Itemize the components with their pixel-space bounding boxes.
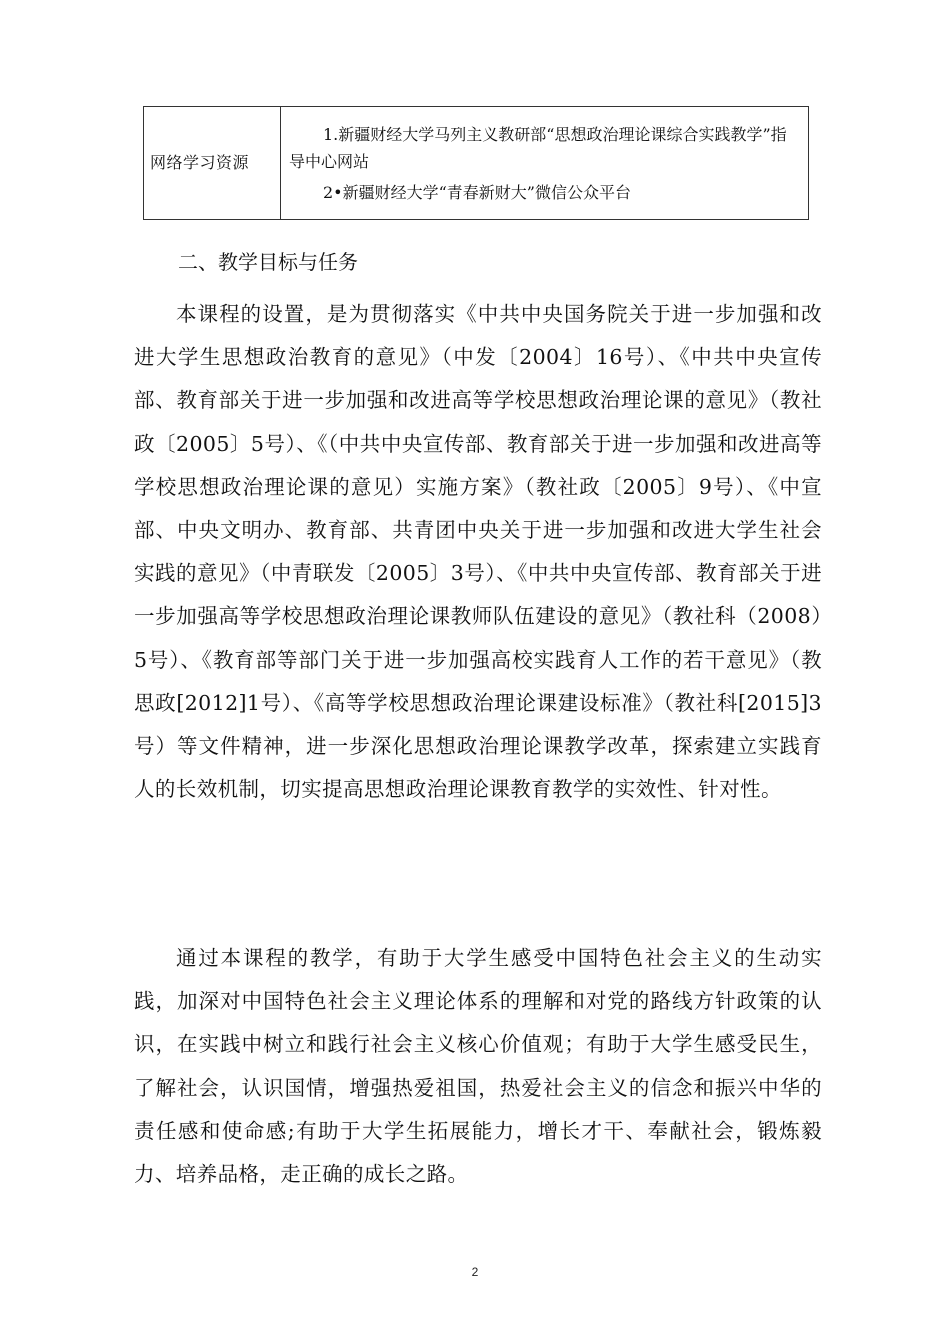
section-heading: 二、教学目标与任务 [178, 250, 358, 274]
resource-item-website: 1.新疆财经大学马列主义教研部“思想政治理论课综合实践教学”指导中心网站 [289, 124, 787, 171]
resource-item-wechat: 2•新疆财经大学“青春新财大”微信公众平台 [323, 182, 631, 202]
resources-table [143, 106, 809, 220]
resources-content-cell [281, 107, 809, 220]
resources-label-cell [144, 107, 281, 220]
resources-row [144, 107, 809, 220]
page-number: 2 [471, 1265, 479, 1279]
paragraph-course-benefits: 通过本课程的教学，有助于大学生感受中国特色社会主义的生动实践，加深对中国特色社会主义理论体系的理解和对党的路线方针政策的认识，在实践中树立和践行社会主义核心价值观；有助于大学生感受民生，了解社会，认识国情，增强热爱祖国，热爱社会主义的信念和振兴中华的责任感和使命感;有助于大学生拓展能力，增长才干、奉献社会，锻炼毅力、培养品格，走正确的成长之路。 [134, 946, 822, 1187]
resources-label: 网络学习资源 [150, 153, 250, 172]
paragraph-course-purpose: 本课程的设置，是为贯彻落实《中共中央国务院关于进一步加强和改进大学生思想政治教育的意见》（中发〔2004〕16号）、《中共中央宣传部、教育部关于进一步加强和改进高等学校思想政治理论课的意见》（教社政〔2005〕5号）、《（中共中央宣传部、教育部关于进一步加强和改进高等学校思想政治理论课的意见）实施方案》（教社政〔2005〕9号）、《中宣部、中央文明办、教育部、共青团中央关于进一步加强和改进大学生社会实践的意见》（中青联发〔2005〕3号）、《中共中央宣传部、教育部关于进一步加强高等学校思想政治理论课教师队伍建设的意见》（教社科（2008）5号）、《教育部等部门关于进一步加强高校实践育人工作的若干意见》（教思政[2012]1号）、《高等学校思想政治理论课建设标准》（教社科[2015]3号）等文件精神，进一步深化思想政治理论课教学改革，探索建立实践育人的长效机制，切实提高思想政治理论课教育教学的实效性、针对性。 [134, 302, 822, 802]
